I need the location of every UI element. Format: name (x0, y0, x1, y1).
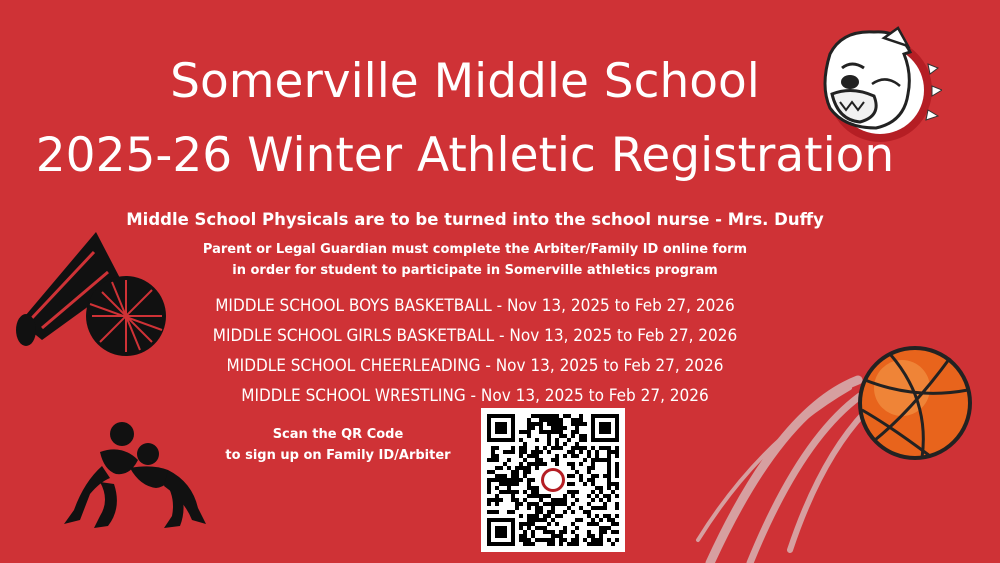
qr-code-icon (481, 408, 625, 552)
qr-instructions (218, 424, 458, 466)
basketball-icon (690, 340, 980, 563)
guardian-notice-line-1: Parent or Legal Guardian must complete the Arbiter/Family ID online form (202, 242, 748, 257)
sport-cheerleading: MIDDLE SCHOOL CHEERLEADING - Nov 13, 2025 to Feb 27, 2026 (226, 356, 724, 376)
sport-boys-basketball: MIDDLE SCHOOL BOYS BASKETBALL - Nov 13, 2025 to Feb 27, 2026 (215, 296, 735, 316)
guardian-notice-line-2: in order for student to participate in Somerville athletics program (232, 263, 718, 278)
registration-title: 2025-26 Winter Athletic Registration (35, 128, 895, 183)
school-title: Somerville Middle School (170, 54, 760, 109)
qr-instructions-line-1: Scan the QR Code (272, 427, 404, 442)
sport-girls-basketball: MIDDLE SCHOOL GIRLS BASKETBALL - Nov 13, 2025 to Feb 27, 2026 (212, 326, 738, 346)
wrestlers-icon (60, 420, 210, 532)
physicals-notice: Middle School Physicals are to be turned into the school nurse - Mrs. Duffy (126, 210, 824, 229)
qr-code[interactable] (481, 408, 625, 552)
sport-wrestling: MIDDLE SCHOOL WRESTLING - Nov 13, 2025 to Feb 27, 2026 (241, 386, 709, 406)
qr-instructions-line-2: to sign up on Family ID/Arbiter (225, 448, 451, 463)
megaphone-pompom-icon (12, 222, 167, 362)
